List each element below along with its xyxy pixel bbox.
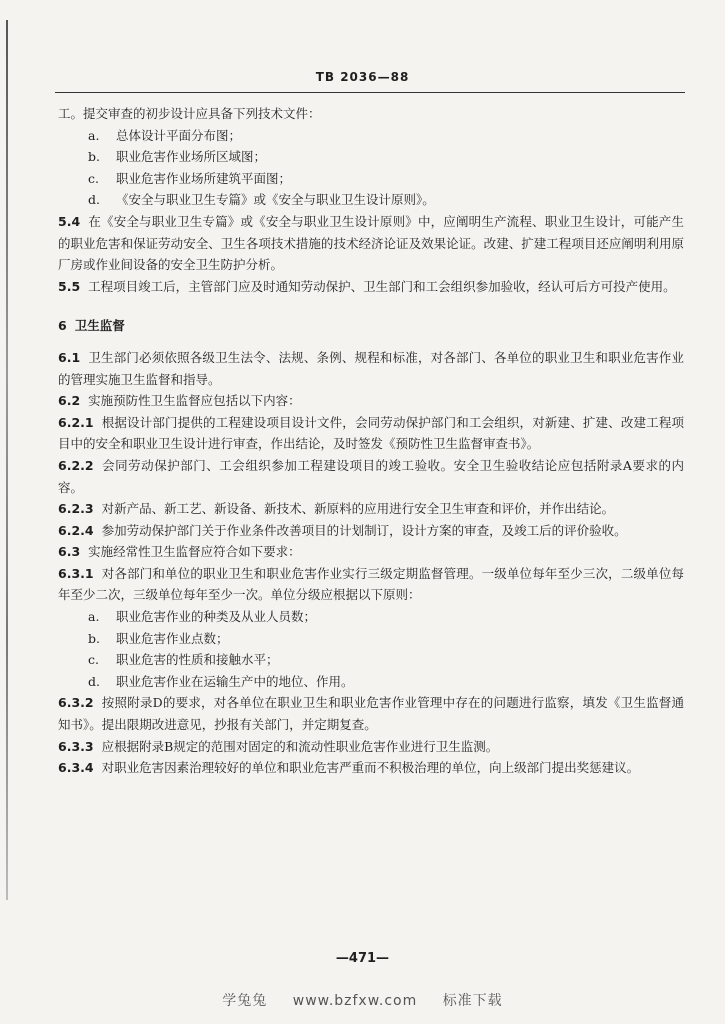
- clause-6-2-4: 6.2.4 参加劳动保护部门关于作业条件改善项目的计划制订，设计方案的审查，及竣工后的评价验收。: [58, 522, 627, 538]
- clause-6-3-3: 6.3.3 应根据附录B规定的范围对固定的和流动性职业危害作业进行卫生监测。: [58, 738, 499, 754]
- watermark-site-name: 学兔兔: [222, 993, 268, 1009]
- clause-5-5: 5.5 工程项目竣工后，主管部门应及时通知劳动保护、卫生部门和工会组织参加验收，经认可后方可投产使用。: [58, 278, 676, 294]
- list-item: c. 职业危害的性质和接触水平；: [88, 652, 279, 668]
- document-body: [58, 103, 684, 779]
- list-item: d. 《安全与职业卫生专篇》或《安全与职业卫生设计原则》。: [88, 192, 435, 208]
- clause-6-3: 6.3 实施经常性卫生监督应符合如下要求：: [58, 544, 301, 560]
- standard-code-header: TB 2036—88: [315, 70, 410, 84]
- page-number: —471—: [335, 951, 390, 966]
- intro-paragraph: 工。提交审查的初步设计应具备下列技术文件：: [58, 106, 321, 121]
- list-item: c. 职业危害作业场所建筑平面图；: [88, 170, 292, 186]
- list-item: a. 总体设计平面分布图；: [88, 127, 242, 143]
- clause-6-3-2: 6.3.2 按照附录D的要求，对各单位在职业卫生和职业危害作业管理中存在的问题进行监察，填发《卫生监督通知书》。提出限期改进意见，抄报有关部门，并定期复查。: [58, 695, 684, 733]
- clause-6-1: 6.1 卫生部门必须依照各级卫生法令、法规、条例、规程和标准，对各部门、各单位的职业卫生和职业危害作业的管理实施卫生监督和指导。: [58, 349, 684, 387]
- list-required-documents: [58, 125, 684, 211]
- list-item: b. 职业危害作业点数；: [88, 630, 229, 646]
- section-6-heading: 6 卫生监督: [58, 318, 125, 334]
- watermark: [0, 990, 725, 1010]
- clause-6-2-1: 6.2.1 根据设计部门提供的工程建设项目设计文件，会同劳动保护部门和工会组织，对新建、扩建、改建工程项目中的安全和职业卫生设计进行审查，作出结论，及时签发《预防性卫生监督审查书》。: [58, 414, 684, 452]
- list-item: d. 职业危害作业在运输生产中的地位、作用。: [88, 673, 354, 689]
- header-rule: [55, 92, 685, 93]
- clause-6-2: 6.2 实施预防性卫生监督应包括以下内容：: [58, 393, 301, 409]
- clause-6-2-2: 6.2.2 会同劳动保护部门、工会组织参加工程建设项目的竣工验收。安全卫生验收结论应包括附录A要求的内容。: [58, 457, 684, 495]
- watermark-url: www.bzfxw.com: [292, 993, 418, 1009]
- clause-6-3-1: 6.3.1 对各部门和单位的职业卫生和职业危害作业实行三级定期监督管理。一级单位每年至少三次，二级单位每年至少二次，三级单位每年至少一次。单位分级应根据以下原则：: [58, 565, 684, 603]
- watermark-slogan: 标准下载: [442, 993, 503, 1009]
- clause-5-4: 5.4 在《安全与职业卫生专篇》或《安全与职业卫生设计原则》中，应阐明生产流程、职业卫生设计，可能产生的职业危害和保证劳动安全、卫生各项技术措施的技术经济论证及效果论证。改建、扩建工程项目还应阐明利用原厂房或作业间设备的安全卫生防护分析。: [58, 213, 684, 273]
- scan-edge-line: [6, 20, 8, 900]
- list-grading-principles: [58, 606, 684, 692]
- list-item: b. 职业危害作业场所区域图；: [88, 149, 267, 165]
- list-item: a. 职业危害作业的种类及从业人员数；: [88, 609, 317, 625]
- clause-6-2-3: 6.2.3 对新产品、新工艺、新设备、新技术、新原料的应用进行安全卫生审查和评价，并作出结论。: [58, 501, 615, 517]
- clause-6-3-4: 6.3.4 对职业危害因素治理较好的单位和职业危害严重而不积极治理的单位，向上级部门提出奖惩建议。: [58, 760, 640, 776]
